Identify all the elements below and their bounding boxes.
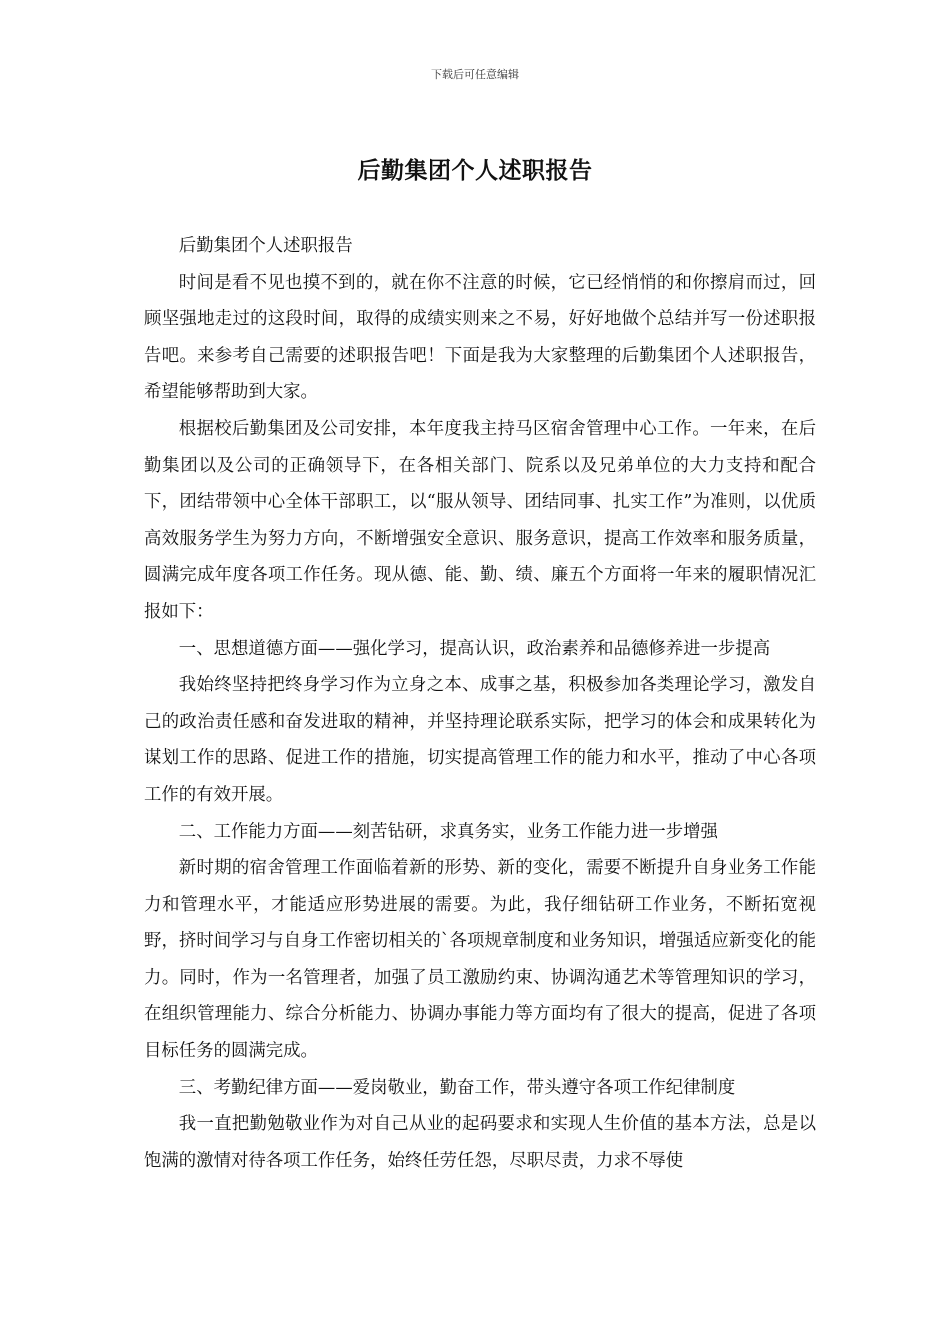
- paragraph-section-3: 我一直把勤勉敬业作为对自己从业的起码要求和实现人生价值的基本方法，总是以饱满的激情对待各项工作任务，始终任劳任怨，尽职尽责，力求不辱使: [144, 1114, 816, 1171]
- section-heading-1: 一、思想道德方面——强化学习，提高认识，政治素养和品德修养进一步提高: [178, 638, 771, 659]
- document-title: 后勤集团个人述职报告: [357, 157, 593, 184]
- paragraph-intro: 时间是看不见也摸不到的，就在你不注意的时候，它已经悄悄的和你擦肩而过，回顾坚强地走过的这段时间，取得的成绩实则来之不易，好好地做个总结并写一份述职报告吧。来参考自己需要的述职报告吧！下面是我为大家整理的后勤集团个人述职报告，希望能够帮助到大家。: [144, 272, 816, 403]
- paragraph-section-2: 新时期的宿舍管理工作面临着新的形势、新的变化，需要不断提升自身业务工作能力和管理水平，才能适应形势进展的需要。为此，我仔细钻研工作业务，不断拓宽视野，挤时间学习与自身工作密切相关的`各项规章制度和业务知识，增强适应新变化的能力。同时，作为一名管理者，加强了员工激励约束、协调沟通艺术等管理知识的学习，在组织管理能力、综合分析能力、协调办事能力等方面均有了很大的提高，促进了各项目标任务的圆满完成。: [144, 858, 816, 1062]
- header-note: 下载后可任意编辑: [431, 68, 519, 81]
- paragraph-section-1: 我始终坚持把终身学习作为立身之本、成事之基，积极参加各类理论学习，激发自己的政治责任感和奋发进取的精神，并坚持理论联系实际，把学习的体会和成果转化为谋划工作的思路、促进工作的措施，切实提高管理工作的能力和水平，推动了中心各项工作的有效开展。: [144, 675, 816, 805]
- paragraph-subtitle: 后勤集团个人述职报告: [178, 236, 353, 256]
- section-heading-2: 二、工作能力方面——刻苦钻研，求真务实，业务工作能力进一步增强: [178, 821, 718, 842]
- document-body: [144, 228, 816, 1179]
- paragraph-overview: 根据校后勤集团及公司安排，本年度我主持马区宿舍管理中心工作。一年来，在后勤集团以及公司的正确领导下，在各相关部门、院系以及兄弟单位的大力支持和配合下，团结带领中心全体干部职工，以“服从领导、团结同事、扎实工作”为准则，以优质高效服务学生为努力方向，不断增强安全意识、服务意识，提高工作效率和服务质量，圆满完成年度各项工作任务。现从德、能、勤、绩、廉五个方面将一年来的履职情况汇报如下：: [144, 418, 816, 622]
- section-heading-3: 三、考勤纪律方面——爱岗敬业，勤奋工作，带头遵守各项工作纪律制度: [178, 1077, 736, 1098]
